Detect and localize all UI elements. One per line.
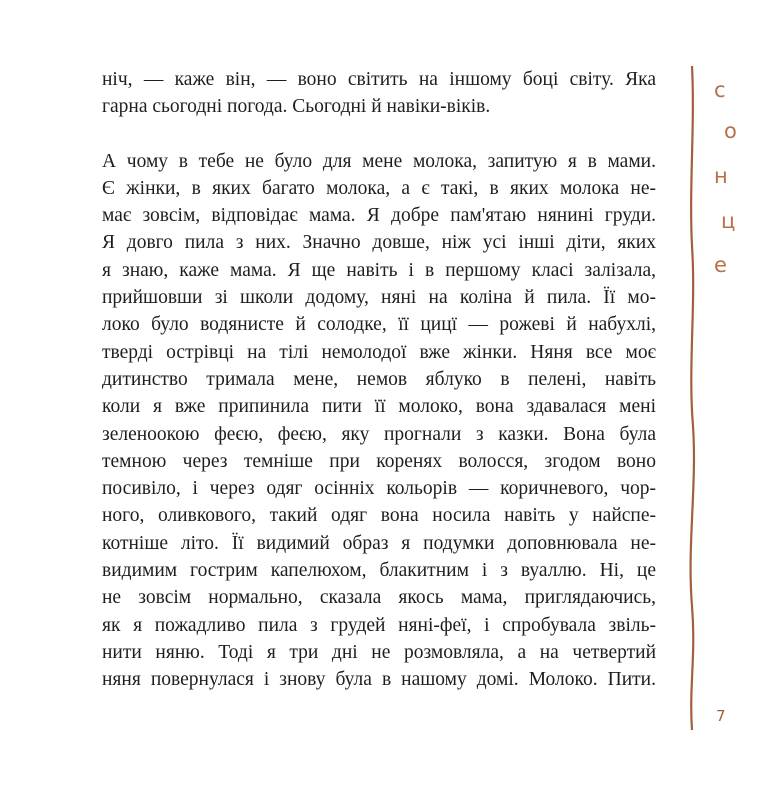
text-line: прийшовши зі школи додому, няні на коліна й пила. Її мо- <box>102 287 656 309</box>
text-line: видимим гострим капелюхом, блакитним і з вуаллю. Ні, це <box>102 560 656 582</box>
text-line: дитинство тримала мене, немов яблуко в пелені, навіть <box>102 368 656 390</box>
text-line: має зовсім, відповідає мама. Я добре пам'ятаю нянині груди. <box>102 205 656 227</box>
text-line: посивіло, і через одяг осінніх кольорів — коричневого, чор- <box>102 478 656 500</box>
text-line: Є жінки, в яких багато молока, а є такі, в яких молока не- <box>102 177 656 199</box>
text-line: ніч, — каже він, — воно світить на іншому боці світу. Яка <box>102 69 656 90</box>
paragraph-1 <box>102 66 656 121</box>
text-line: няня повернулася і знову була в нашому домі. Молоко. Пити. <box>102 669 656 691</box>
text-line: локо було водянисте й солодке, її цицї — рожеві й набухлі, <box>102 314 656 336</box>
text-line: А чому в тебе не було для мене молока, запитую я в мами. <box>102 150 656 172</box>
margin-letter: е <box>714 253 727 277</box>
text-line: гарна сьогодні погода. Сьогодні й навіки-віків. <box>102 96 491 118</box>
text-line: не зовсім нормально, сказала якось мама, приглядаючись, <box>102 587 656 609</box>
page-body-text <box>102 66 656 694</box>
margin-letter: о <box>724 119 737 143</box>
text-line: коли я вже припинила пити її молоко, вона здавалася мені <box>102 396 656 418</box>
margin-wavy-rule <box>676 66 716 730</box>
text-line: нити няню. Тоді я три дні не розмовляла, а на четвертий <box>102 641 656 663</box>
text-line: Я довго пила з них. Значно довше, ніж усі інші діти, яких <box>102 232 656 254</box>
text-line: я знаю, каже мама. Я ще навіть і в першому класі залізала, <box>102 259 656 281</box>
margin-letter: н <box>714 164 728 188</box>
page-number: 7 <box>716 707 726 725</box>
text-line: котніше літо. Її видимий образ я подумки доповнювала не- <box>102 532 656 554</box>
paragraph-2 <box>102 148 656 694</box>
margin-letter: ц <box>721 209 736 233</box>
margin-letter: с <box>714 78 726 102</box>
text-line: зеленоокою феєю, феєю, яку прогнали з казки. Вона була <box>102 423 656 445</box>
text-line: ного, оливкового, такий одяг вона носила навіть у найспе- <box>102 505 656 527</box>
text-line: темною через темніше при коренях волосся, згодом воно <box>102 450 656 472</box>
text-line: тверді острівці на тілі немолодої вже жінки. Няня все моє <box>102 341 656 363</box>
text-line: як я пожадливо пила з грудей няні-феї, і спробувала звіль- <box>102 614 656 636</box>
